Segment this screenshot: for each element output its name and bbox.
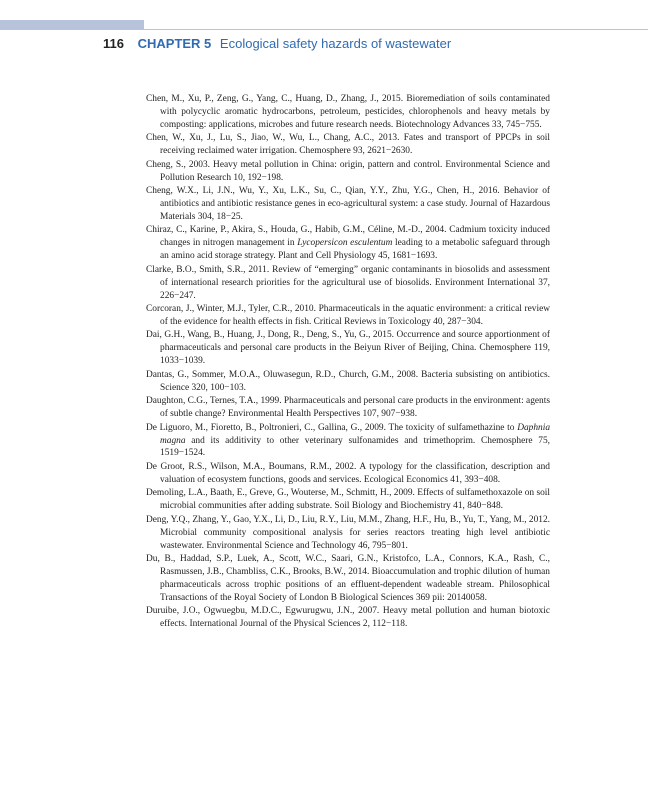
reference-text: and its additivity to other veterinary sulfonamides and trimethoprim. Chemosphere 75, 1519−1524. [160, 435, 550, 459]
chapter-label: CHAPTER 5 [137, 36, 212, 51]
reference-list [146, 93, 550, 632]
reference-item: Chen, M., Xu, P., Zeng, G., Yang, C., Huang, D., Zhang, J., 2015. Bioremediation of soils contaminated with polycyclic aromatic hydrocarbons, petroleum, pesticides, chlorophenols and heavy metals by composting: applications, microbes and future research needs. Biotechnology Advances 33, 745−755. [146, 94, 550, 130]
page-number: 116 [103, 36, 124, 51]
reference-item: Demoling, L.A., Baath, E., Greve, G., Wouterse, M., Schmitt, H., 2009. Effects of sulfamethoxazole on soil microbial communities after adding substrate. Soil Biology and Biochemistry 41, 840−848. [146, 488, 550, 512]
species-name: Lycopersicon esculentum [297, 238, 393, 249]
reference-item: De Groot, R.S., Wilson, M.A., Boumans, R.M., 2002. A typology for the classification, description and valuation of ecosystem functions, goods and services. Ecological Economics 41, 393−408. [146, 461, 550, 485]
reference-item: Corcoran, J., Winter, M.J., Tyler, C.R., 2010. Pharmaceuticals in the aquatic environment: a critical review of the evidence for health effects in fish. Critical Reviews in Toxicology 40, 287−304. [146, 304, 550, 327]
reference-item: Cheng, S., 2003. Heavy metal pollution in China: origin, pattern and control. Environmental Science and Pollution Research 10, 192−198. [146, 159, 550, 183]
reference-item: Deng, Y.Q., Zhang, Y., Gao, Y.X., Li, D., Liu, R.Y., Liu, M.M., Zhang, H.F., Hu, B., Yu, T., Yang, M., 2012. Microbial community compositional analysis for series reactors treating high level antibiotic wastewater. Environmental Science and Technology 46, 795−801. [146, 514, 550, 551]
reference-item: Du, B., Haddad, S.P., Luek, A., Scott, W.C., Saari, G.N., Kristofco, L.A., Connors, K.A., Rash, C., Rasmussen, J.B., Chambliss, C.K., Brooks, B.W., 2014. Bioaccumulation and trophic dilution of human pharmaceuticals across trophic positions of an effluent-dependent wadeable stream. Philosophical Transactions of the Royal Society of London B Biological Sciences 369 pii: 20140058. [146, 554, 550, 603]
reference-item: Dantas, G., Sommer, M.O.A., Oluwasegun, R.D., Church, G.M., 2008. Bacteria subsisting on antibiotics. Science 320, 100−103. [146, 369, 550, 393]
reference-item: Dai, G.H., Wang, B., Huang, J., Dong, R., Deng, S., Yu, G., 2015. Occurrence and source apportionment of pharmaceuticals and personal care products in the Beiyun River of Beijing, China. Chemosphere 119, 1033−1039. [146, 330, 550, 367]
reference-text: leading to a metabolic safeguard through an amino acid storage strategy. Plant and Cell Physiology 45, 1681−1693. [160, 238, 550, 262]
reference-text: Chiraz, C., Karine, P., Akira, S., Houda, G., Habib, G.M., Céline, M.-D., 2004. Cadmium toxicity induced changes in nitrogen management in [146, 225, 550, 249]
species-name: Daphnia magna [160, 422, 550, 446]
reference-text: De Liguoro, M., Fioretto, B., Poltronieri, C., Gallina, G., 2009. The toxicity of sulfamethazine to [146, 422, 518, 433]
chapter-title: Ecological safety hazards of wastewater [219, 36, 452, 51]
reference-item: Duruibe, J.O., Ogwuegbu, M.D.C., Egwurugwu, J.N., 2007. Heavy metal pollution and human biotoxic effects. International Journal of the Physical Sciences 2, 112−118. [146, 606, 550, 630]
reference-item [146, 224, 550, 263]
header-rule [0, 29, 648, 30]
running-header [103, 36, 451, 51]
reference-item: Cheng, W.X., Li, J.N., Wu, Y., Xu, L.K., Su, C., Qian, Y.Y., Zhu, Y.G., Chen, H., 2016. Behavior of antibiotics and antibiotic resistance genes in eco-agricultural system: a case study. Journal of Hazardous Materials 304, 18−25. [146, 186, 550, 222]
reference-item: Daughton, C.G., Ternes, T.A., 1999. Pharmaceuticals and personal care products in the environment: agents of subtle change? Environmental Health Perspectives 107, 907−938. [146, 396, 550, 420]
reference-item: Clarke, B.O., Smith, S.R., 2011. Review of “emerging” organic contaminants in biosolids and assessment of international research priorities for the agricultural use of biosolids. Environment International 37, 226−247. [146, 264, 550, 301]
reference-item [146, 422, 550, 461]
reference-item: Chen, W., Xu, J., Lu, S., Jiao, W., Wu, L., Chang, A.C., 2013. Fates and transport of PPCPs in soil receiving reclaimed water irrigation. Chemosphere 93, 2621−2630. [146, 133, 550, 157]
